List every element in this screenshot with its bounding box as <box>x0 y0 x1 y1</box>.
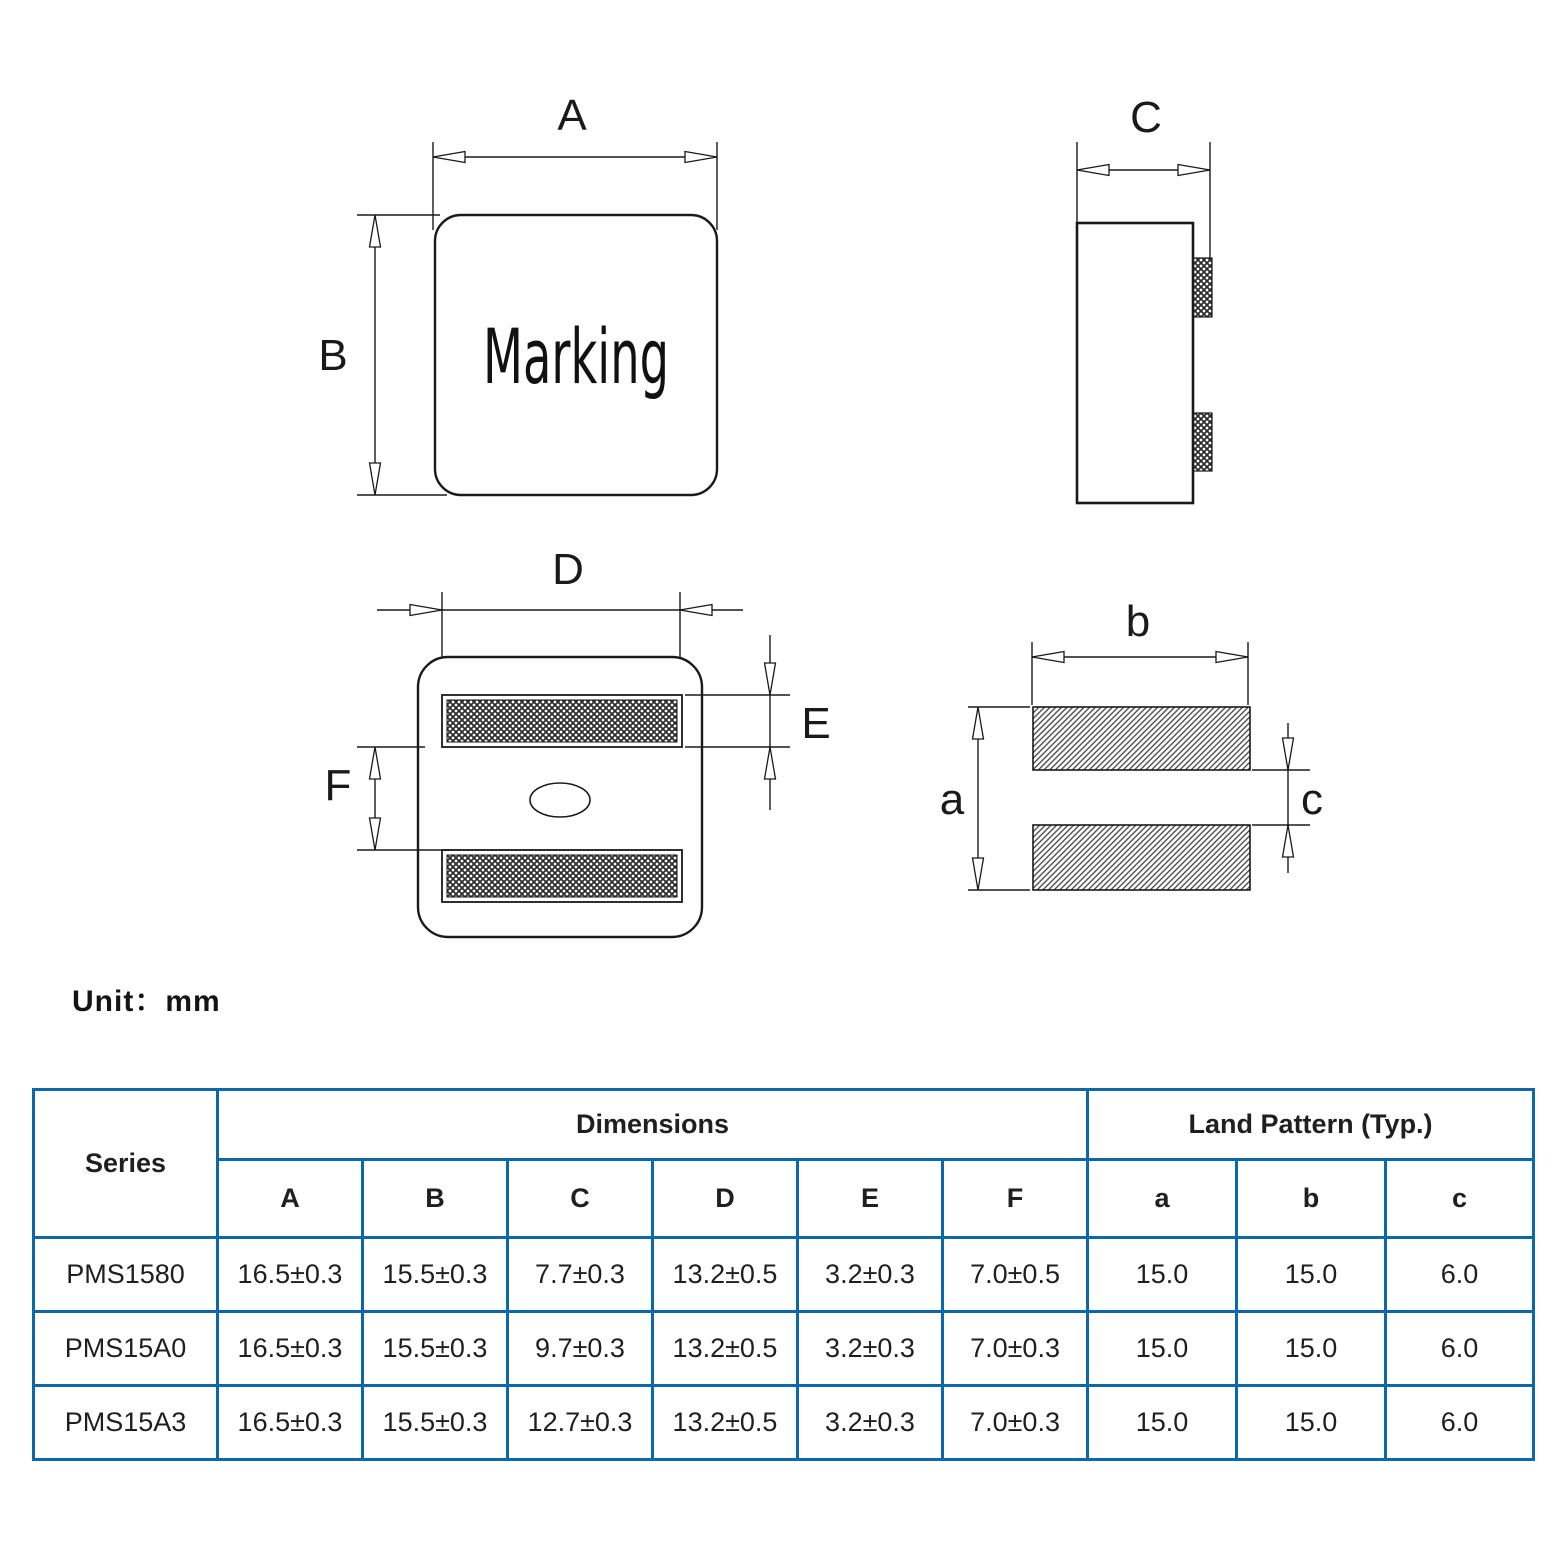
land-pad-hatch <box>1033 825 1250 890</box>
series-cell: PMS15A0 <box>34 1312 218 1386</box>
value-cell: 13.2±0.5 <box>653 1238 798 1312</box>
table-header-row-groups <box>34 1090 1534 1160</box>
value-cell: 3.2±0.3 <box>798 1238 943 1312</box>
dim-d-label: D <box>552 545 584 594</box>
value-cell: 15.0 <box>1088 1386 1237 1460</box>
side-terminal-pad <box>1193 258 1212 317</box>
side-terminal-pad <box>1193 413 1212 471</box>
series-cell: PMS1580 <box>34 1238 218 1312</box>
marking-text: Marking <box>483 312 669 401</box>
table-header-row-columns <box>34 1160 1534 1238</box>
col-header-A: A <box>218 1160 363 1238</box>
value-cell: 13.2±0.5 <box>653 1386 798 1460</box>
top-view-drawing <box>300 80 850 540</box>
value-cell: 16.5±0.3 <box>218 1312 363 1386</box>
value-cell: 16.5±0.3 <box>218 1238 363 1312</box>
value-cell: 15.0 <box>1237 1386 1386 1460</box>
dim-c-label: c <box>1301 775 1323 824</box>
col-header-C: C <box>508 1160 653 1238</box>
col-header-c: c <box>1386 1160 1534 1238</box>
value-cell: 9.7±0.3 <box>508 1312 653 1386</box>
col-header-E: E <box>798 1160 943 1238</box>
col-header-F: F <box>943 1160 1088 1238</box>
dim-e-label: E <box>801 699 831 748</box>
value-cell: 6.0 <box>1386 1312 1534 1386</box>
value-cell: 15.0 <box>1088 1312 1237 1386</box>
value-cell: 16.5±0.3 <box>218 1386 363 1460</box>
side-body-outline <box>1077 223 1193 503</box>
dim-b-lines <box>357 215 447 495</box>
value-cell: 15.5±0.3 <box>363 1238 508 1312</box>
dim-a-label: a <box>939 775 965 824</box>
series-cell: PMS15A3 <box>34 1386 218 1460</box>
value-cell: 7.0±0.5 <box>943 1238 1088 1312</box>
value-cell: 6.0 <box>1386 1238 1534 1312</box>
col-header-b: b <box>1237 1160 1386 1238</box>
bottom-view-drawing <box>300 540 860 1000</box>
value-cell: 7.0±0.3 <box>943 1312 1088 1386</box>
table-row <box>34 1238 1534 1312</box>
value-cell: 15.5±0.3 <box>363 1312 508 1386</box>
col-header-D: D <box>653 1160 798 1238</box>
dim-c-label: C <box>1130 93 1162 142</box>
table-row <box>34 1386 1534 1460</box>
value-cell: 6.0 <box>1386 1386 1534 1460</box>
bottom-pad-hatch <box>447 855 677 897</box>
value-cell: 15.0 <box>1237 1312 1386 1386</box>
value-cell: 3.2±0.3 <box>798 1386 943 1460</box>
bottom-pad-hatch <box>447 700 677 742</box>
dim-f-label: F <box>324 761 352 810</box>
value-cell: 12.7±0.3 <box>508 1386 653 1460</box>
dim-b-label: B <box>318 331 348 380</box>
dim-b-label: b <box>1125 597 1151 646</box>
table-row <box>34 1312 1534 1386</box>
side-view-drawing <box>1000 80 1350 540</box>
col-header-series: Series <box>34 1090 218 1238</box>
value-cell: 3.2±0.3 <box>798 1312 943 1386</box>
spec-table <box>32 1088 1535 1461</box>
col-group-dimensions: Dimensions <box>218 1090 1088 1160</box>
value-cell: 13.2±0.5 <box>653 1312 798 1386</box>
value-cell: 15.0 <box>1237 1238 1386 1312</box>
col-header-a: a <box>1088 1160 1237 1238</box>
unit-note: Unit：mm <box>72 985 221 1018</box>
value-cell: 15.5±0.3 <box>363 1386 508 1460</box>
col-header-B: B <box>363 1160 508 1238</box>
value-cell: 7.0±0.3 <box>943 1386 1088 1460</box>
value-cell: 15.0 <box>1088 1238 1237 1312</box>
dim-a-label: A <box>557 91 587 140</box>
value-cell: 7.7±0.3 <box>508 1238 653 1312</box>
col-group-land-pattern: Land Pattern (Typ.) <box>1088 1090 1534 1160</box>
land-pattern-drawing <box>920 580 1360 980</box>
land-pad-hatch <box>1033 707 1250 770</box>
